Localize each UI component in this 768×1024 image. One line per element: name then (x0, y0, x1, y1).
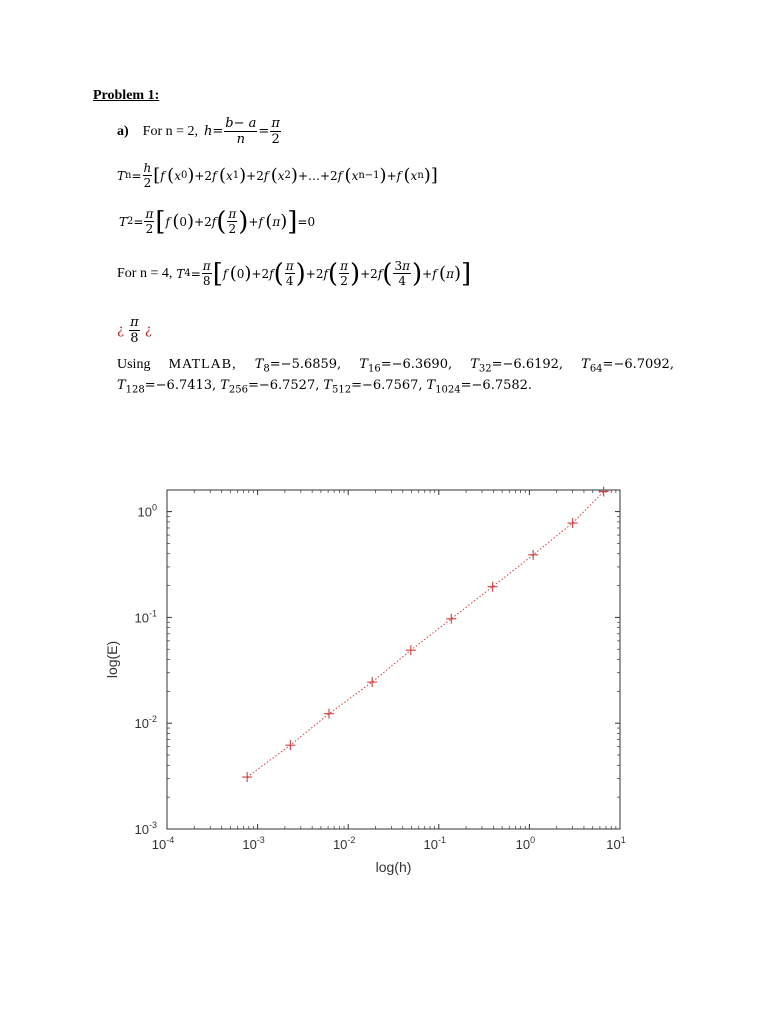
part-a-label: a) (117, 123, 129, 139)
result-t1024: $T_{1024}=-6.7582$. (426, 378, 533, 396)
x-tick-label: $10^{-4}$ (151, 835, 175, 852)
y-tick-label: $10^{-1}$ (134, 608, 157, 626)
matlab-results-line-1 (117, 357, 674, 375)
x-axis-label: log(h) (375, 859, 412, 875)
t4-line (117, 260, 471, 287)
y-axis-label: log(E) (104, 640, 120, 679)
t4-formula: T 4 = $\frac{\pi}{8}$ [ f ( 0 ) +2 f ( $\frac{\pi}{4}$ ) +2 f ( $\frac{\pi}{2}$ ) +2 f ( $\frac{3\pi}{4}$ ) + f ( π ) ] (176, 258, 472, 289)
result-t8: $T_8=-5.6859$, (254, 357, 342, 375)
result-t128: $T_{128}=-6.7413$, (117, 378, 217, 396)
x-tick-label: $10^{-2}$ (332, 835, 356, 852)
result-t256: $T_{256}=-6.7527$, (220, 378, 320, 396)
matlab-results-line-2 (117, 378, 532, 396)
result-t512: $T_{512}=-6.7567$, (323, 378, 423, 396)
x-tick-label: $10^{-1}$ (423, 835, 447, 852)
y-tick-label: $10^{-2}$ (134, 714, 157, 732)
error-loglog-chart (95, 478, 655, 878)
result-t64: $T_{64}=-6.7092$, (581, 357, 674, 375)
part-a-intro: For n = 2, (142, 123, 199, 139)
garbled-equation: ¿ $\frac{\pi}{8}$ ¿ (117, 315, 152, 346)
matlab-word: MATLAB, (168, 357, 237, 372)
problem-heading: Problem 1: (93, 88, 160, 103)
t2-formula: T 2 = $\frac{\pi}{2}$ [ f ( 0 ) +2 f ( $\frac{\pi}{2}$ ) + f ( π ) ] =0 (119, 206, 316, 237)
step-size-formula: h = $\frac{b- a}{n}$ = $\frac{\pi}{2}$ (204, 116, 280, 147)
y-tick-label: $10^{-3}$ (134, 820, 157, 837)
plot-frame (167, 490, 620, 829)
trapezoid-general-formula: T n = $\frac{h}{2}$ [ f ( x 0 ) +2 f ( x 1 ) +2 f ( x 2 ) +…+2 f ( x n−1 ) + f ( x n ) ] (117, 161, 438, 190)
x-tick-label: $10^1$ (606, 835, 626, 852)
y-tick-label: $10^0$ (137, 502, 157, 520)
x-tick-label: $10^{-3}$ (242, 835, 265, 852)
t4-prefix: For n = 4, (117, 265, 173, 281)
result-t32: $T_{32}=-6.6192$, (470, 357, 564, 375)
using-word: Using (117, 357, 151, 372)
x-tick-label: $10^0$ (515, 835, 536, 852)
part-a-line (117, 117, 282, 146)
result-t16: $T_{16}=-6.3690$, (359, 357, 453, 375)
